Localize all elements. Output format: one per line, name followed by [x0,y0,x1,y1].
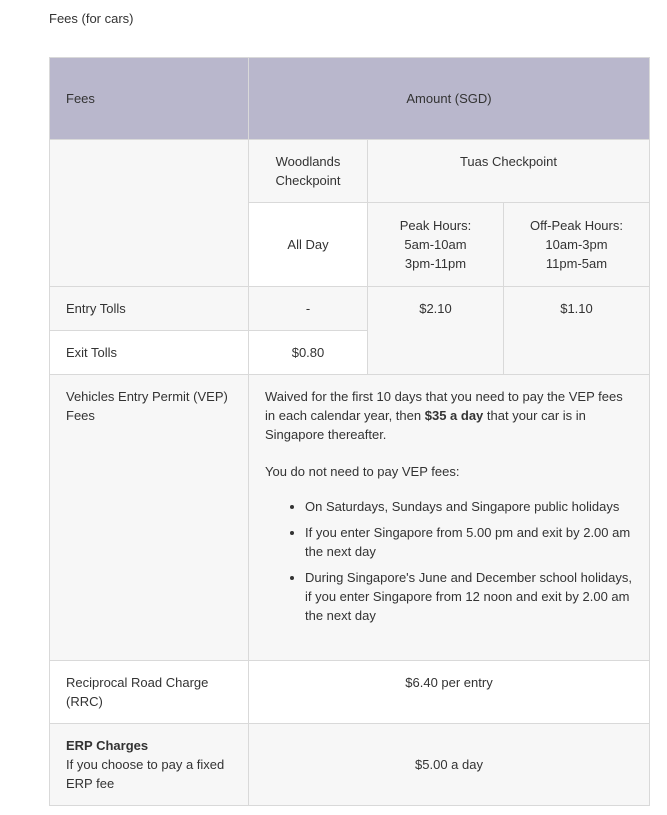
empty-fees-cell [50,140,249,287]
offpeak-range-1: 10am-3pm [545,237,608,252]
tuas-header: Tuas Checkpoint [368,140,650,203]
list-item: • On Saturdays, Sundays and Singapore public holidays [305,497,633,516]
vep-details [249,375,650,661]
vep-label: Vehicles Entry Permit (VEP) Fees [50,375,249,661]
peak-range-2: 3pm-11pm [404,256,467,271]
erp-label-cell [50,724,249,806]
rrc-value: $6.40 per entry [249,661,650,724]
subheader-row [50,140,650,203]
table-caption: Fees (for cars) [49,11,134,26]
header-amount: Amount (SGD) [249,58,650,140]
offpeak-label: Off-Peak Hours: [530,218,623,233]
erp-value: $5.00 a day [249,724,650,806]
woodlands-header [249,140,368,203]
offpeak-range-2: 11pm-5am [545,256,608,271]
list-item: • If you enter Singapore from 5.00 pm and exit by 2.00 am the next day [305,523,633,561]
erp-label: ERP Charges [66,738,149,753]
vep-exemptions-list [265,497,633,625]
all-day-cell: All Day [249,203,368,287]
entry-tolls-label: Entry Tolls [50,287,249,331]
rrc-row [50,661,650,724]
exit-tolls-label: Exit Tolls [50,331,249,375]
peak-label: Peak Hours: [399,218,472,233]
woodlands-line-2: Checkpoint [275,173,341,188]
entry-tolls-peak: $2.10 [368,287,504,375]
vep-text-after: that your car is in Singapore thereafter. [265,408,586,442]
vep-text-before: Waived for the first 10 days that you need to pay the VEP fees in each calendar year, then [265,389,623,423]
exit-tolls-woodlands: $0.80 [249,331,368,375]
erp-sublabel: If you choose to pay a fixed ERP fee [66,757,225,791]
peak-hours-cell [368,203,504,287]
table-header-row [50,58,650,140]
woodlands-line-1: Woodlands [275,154,341,169]
vep-no-pay-text: You do not need to pay VEP fees: [265,464,460,479]
peak-range-1: 5am-10am [404,237,467,252]
header-fees: Fees [50,58,249,140]
car-fees-table [49,57,650,806]
erp-row [50,724,650,806]
vep-text-bold: $35 a day [424,408,484,423]
entry-tolls-offpeak: $1.10 [504,287,650,375]
list-item: • During Singapore's June and December school holidays, if you enter Singapore from 12 noon and exit by 2.00 am the next day [305,568,633,625]
entry-tolls-woodlands: - [249,287,368,331]
offpeak-hours-cell [504,203,650,287]
entry-tolls-row [50,287,650,331]
rrc-label: Reciprocal Road Charge (RRC) [50,661,249,724]
vep-row [50,375,650,661]
vep-waiver-text [265,387,633,444]
